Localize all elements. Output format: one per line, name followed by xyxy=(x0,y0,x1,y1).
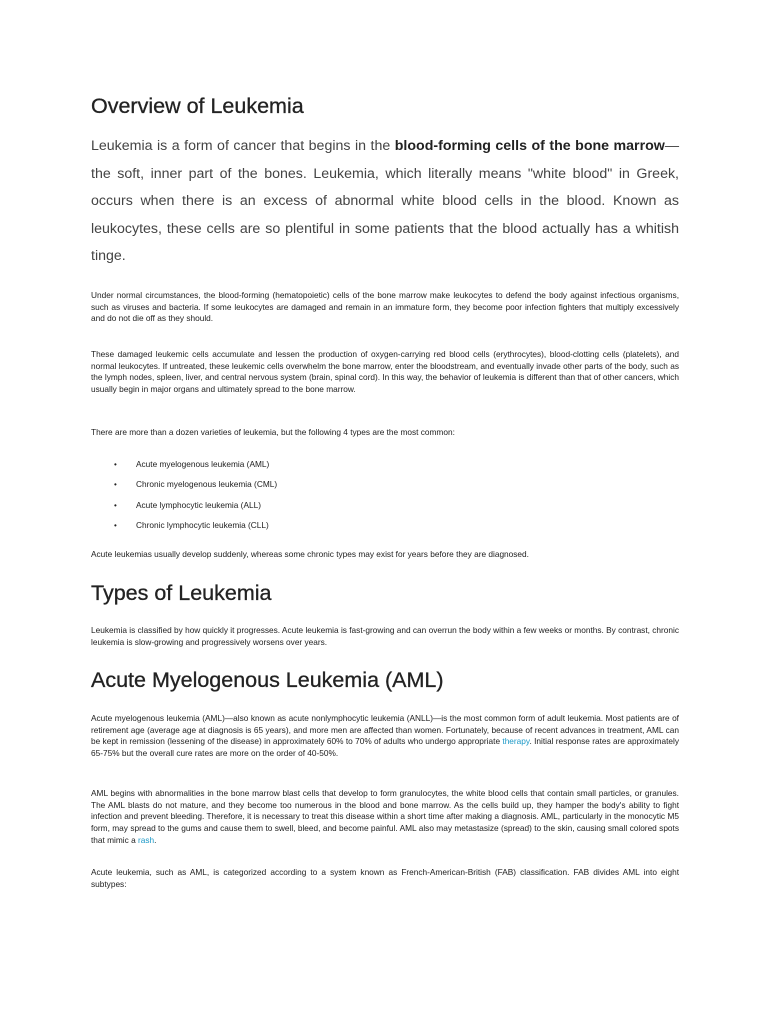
aml-p2-text-after: . xyxy=(154,834,157,845)
overview-paragraph-1: Under normal circumstances, the blood-forming (hematopoietic) cells of the bone marrow make leukocytes to defend the body against infectious organisms, such as viruses and bacteria. If some leukocytes are damaged and remain in an immature form, they become poor infection fighters that multiply excessively and do not die off as they should. xyxy=(91,290,679,324)
list-item xyxy=(91,520,679,540)
overview-lead-paragraph xyxy=(91,133,679,271)
list-item xyxy=(91,500,679,520)
aml-heading: Acute Myelogenous Leukemia (AML) xyxy=(91,668,444,692)
list-item-label: Acute myelogenous leukemia (AML) xyxy=(136,459,270,469)
list-item xyxy=(91,459,679,479)
lead-text-before: Leukemia is a form of cancer that begins in the xyxy=(91,138,395,154)
list-item xyxy=(91,479,679,499)
aml-p1-text-after: . Initial response rates are approximately 65-75% but the overall cure rates are more on the order of 40-50%. xyxy=(91,736,679,759)
aml-p2-text-before: AML begins with abnormalities in the bone marrow blast cells that develop to form granulocytes, the white blood cells that contain small particles, or granules. The AML blasts do not mature, and they become too numerous in the blood and bone marrow. As the cells build up, they hamper the body's ability to fight infection and prevent bleeding. Therefore, it is necessary to treat this disease within a short time after making a diagnosis. AML, particularly in the monocytic M5 form, may spread to the gums and cause them to swell, bleed, and become painful. AML also may metastasize (spread) to the skin, causing small colored spots that mimic a xyxy=(91,788,679,845)
bullet-icon: • xyxy=(114,460,117,469)
overview-heading: Overview of Leukemia xyxy=(91,94,304,118)
list-item-label: Chronic myelogenous leukemia (CML) xyxy=(136,479,278,490)
overview-paragraph-2: These damaged leukemic cells accumulate and lessen the production of oxygen-carrying red blood cells (erythrocytes), blood-clotting cells (platelets), and normal leukocytes. If untreated, these leukemic cells overwhelm the bone marrow, enter the bloodstream, and eventually invade other parts of the body, such as the lymph nodes, spleen, liver, and central nervous system (brain, spinal cord). In this way, the behavior of leukemia is different than that of other cancers, which usually begin in major organs and ultimately spread to the bone marrow. xyxy=(91,349,679,395)
aml-paragraph-1 xyxy=(91,713,679,760)
aml-paragraph-3: Acute leukemia, such as AML, is categorized according to a system known as French-American-British (FAB) classification. FAB divides AML into eight subtypes: xyxy=(91,867,679,889)
types-paragraph: Leukemia is classified by how quickly it progresses. Acute leukemia is fast-growing and can overrun the body within a few weeks or months. By contrast, chronic leukemia is slow-growing and progressively worsens over years. xyxy=(91,625,679,647)
bullet-icon: • xyxy=(114,500,117,510)
overview-paragraph-3: There are more than a dozen varieties of leukemia, but the following 4 types are the most common: xyxy=(91,427,455,437)
leukemia-types-list xyxy=(91,459,679,540)
list-item-label: Acute lymphocytic leukemia (ALL) xyxy=(136,499,261,510)
bullet-icon: • xyxy=(114,480,117,490)
aml-p1-text-before: Acute myelogenous leukemia (AML)—also known as acute nonlymphocytic leukemia (ANLL)—is the most common form of adult leukemia. Most patients are of retirement age (average age at diagnosis is 65 years), and more men are affected than women. Fortunately, because of recent advances in treatment, AML can be kept in remission (lessening of the disease) in approximately 60% to 70% of adults who undergo appropriate xyxy=(91,713,679,747)
therapy-link[interactable]: therapy xyxy=(502,736,530,747)
list-item-label: Chronic lymphocytic leukemia (CLL) xyxy=(136,519,269,530)
types-heading: Types of Leukemia xyxy=(91,581,272,605)
lead-bold-text: blood-forming cells of the bone marrow xyxy=(394,138,665,154)
overview-paragraph-4: Acute leukemias usually develop suddenly, whereas some chronic types may exist for years before they are diagnosed. xyxy=(91,549,529,559)
rash-link[interactable]: rash xyxy=(138,834,155,845)
aml-paragraph-2 xyxy=(91,788,679,847)
lead-text-after: —the soft, inner part of the bones. Leukemia, which literally means "white blood" in Greek, occurs when there is an excess of abnormal white blood cells in the blood. Known as leukocytes, these cells are so plentiful in some patients that the blood actually has a whitish tinge. xyxy=(91,138,679,264)
bullet-icon: • xyxy=(114,520,117,530)
